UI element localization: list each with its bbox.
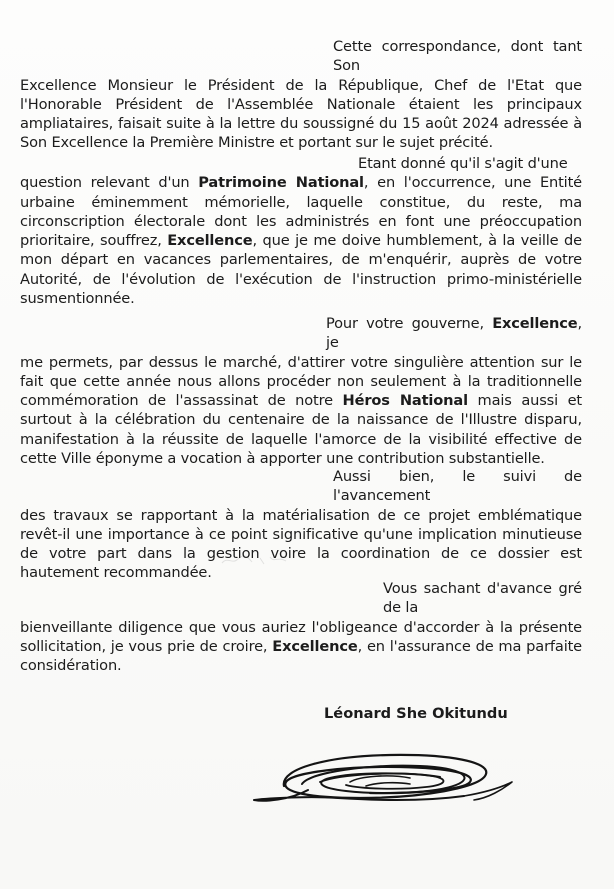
paragraph-5 bbox=[20, 579, 582, 675]
heros-national-bold: Héros National bbox=[342, 392, 468, 410]
paragraph-4-body: des travaux se rapportant à la matérialisation de ce projet emblématique revêt-il une importance à ce point significative qu'une implication minutieuse de votre part dans la gestion voire la coordination de ce dossier est hautement recommandée. bbox=[20, 506, 582, 582]
paragraph-2-text-2: , en l'occurrence, une Entité urbaine éminemment mémorielle, laquelle constitue, du reste, ma circonscription électorale dont les administrés en font une préoccupation prioritaire, souffrez, bbox=[20, 174, 582, 250]
paragraph-2 bbox=[20, 154, 582, 308]
paragraph-3-lead-tail: , je bbox=[326, 315, 582, 352]
excellence-bold: Excellence bbox=[167, 232, 253, 250]
paragraph-2-lead: Etant donné qu'il s'agit d'une bbox=[358, 155, 568, 172]
handwritten-signature bbox=[250, 738, 520, 818]
excellence-bold: Excellence bbox=[492, 315, 578, 332]
paragraph-3-lead bbox=[20, 314, 582, 353]
paragraph-3-text-2: mais aussi et surtout à la célébration du centenaire de la naissance de l'Illustre disparu, manifestation à la réussite de laquelle l'amorce de la visibilité effective de cette Ville éponyme a vocation à apporter une contribution substantielle. bbox=[20, 392, 582, 468]
paragraph-4 bbox=[20, 467, 582, 583]
paragraph-2-text-1: question relevant d'un bbox=[20, 174, 199, 192]
signatory-name: Léonard She Okitundu bbox=[324, 705, 508, 722]
paragraph-4-lead: Aussi bien, le suivi de l'avancement bbox=[333, 468, 582, 505]
faint-pencil-mark bbox=[220, 553, 290, 567]
paragraph-1-body: Excellence Monsieur le Président de la République, Chef de l'Etat que l'Honorable Président de l'Assemblée Nationale étaient les principaux ampliataires, faisait suite à la lettre du soussigné du 15 août 2024 adressée à Son Excellence la Première Ministre et portant sur le sujet précité. bbox=[20, 76, 582, 152]
paragraph-3-text-1: me permets, par dessus le marché, d'attirer votre singulière attention sur le fait que cette année nous allons procéder non seulement à la traditionnelle commémoration de l'assassinat de notre bbox=[20, 353, 582, 410]
paragraph-1-lead: Cette correspondance, dont tant Son bbox=[333, 38, 582, 75]
paragraph-1 bbox=[20, 37, 582, 153]
paragraph-3 bbox=[20, 314, 582, 468]
paragraph-5-text-2: , en l'assurance de ma parfaite considération. bbox=[20, 637, 583, 675]
paragraph-5-lead: Vous sachant d'avance gré de la bbox=[383, 580, 582, 617]
paragraph-5-text-1: bienveillante diligence que vous auriez l'obligeance d'accorder à la présente sollicitation, je vous prie de croire, bbox=[20, 618, 582, 655]
paragraph-2-text-3: , que je me doive humblement, à la veille de mon départ en vacances parlementaires, de m'enquérir, auprès de votre Autorité, de l'évolution de l'exécution de l'instruction primo-ministérielle susmentionnée. bbox=[20, 232, 582, 308]
patrimoine-national-bold: Patrimoine National bbox=[198, 174, 364, 192]
paragraph-3-lead-text: Pour votre gouverne, bbox=[326, 315, 493, 332]
excellence-bold: Excellence bbox=[272, 637, 358, 655]
